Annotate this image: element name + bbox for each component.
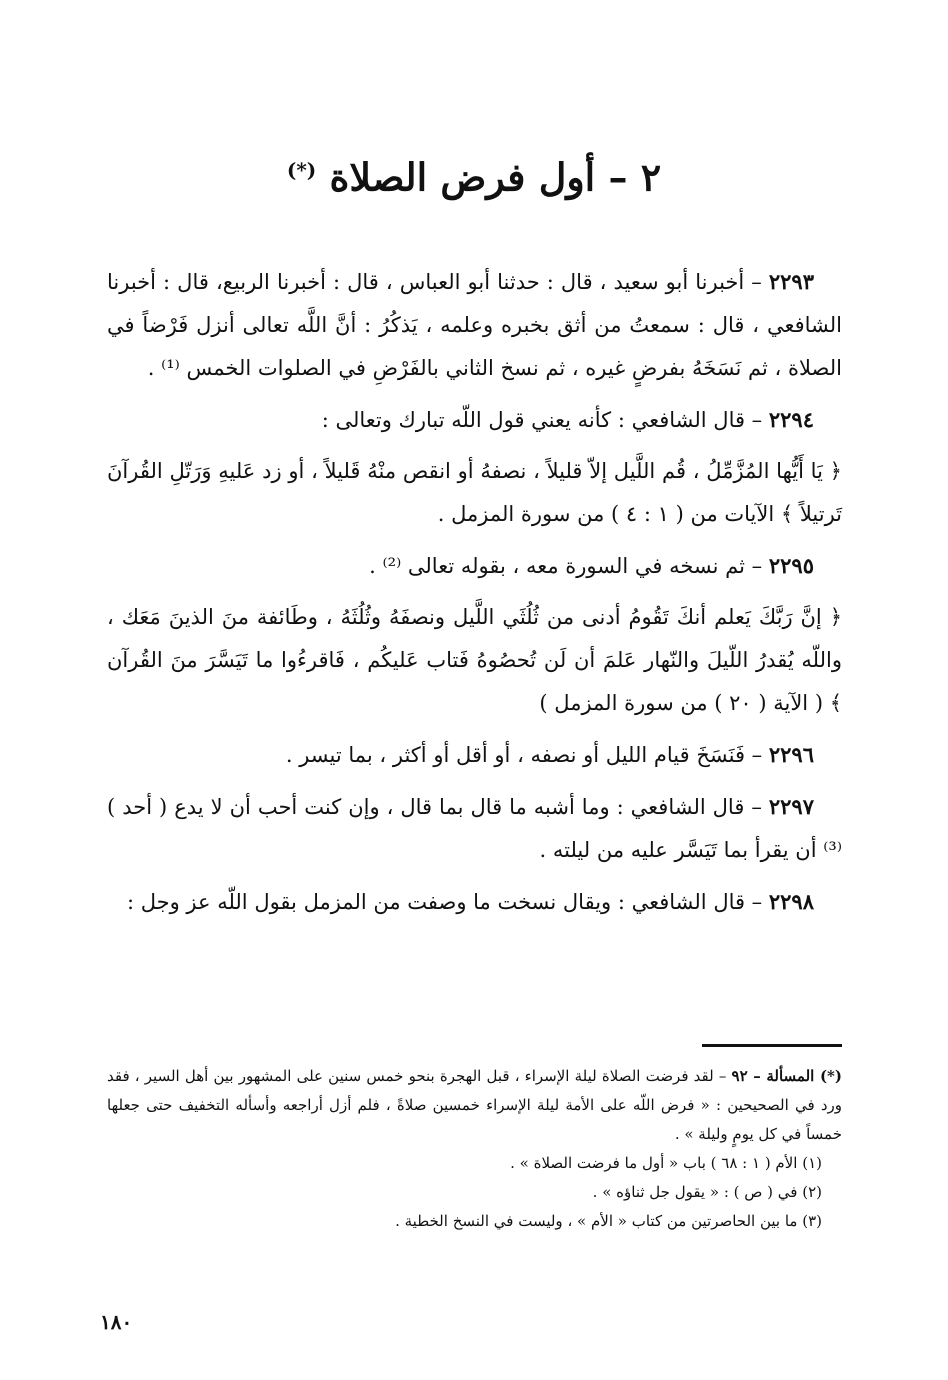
paragraph-text: – ثم نسخه في السورة معه ، بقوله تعالى ⁽²⁾ . (369, 554, 763, 578)
chapter-number: ٢ – (608, 154, 662, 200)
paragraph-2298 (107, 880, 842, 924)
quran-quote-2 (107, 596, 842, 725)
footnote-main-text: – لقد فرضت الصلاة ليلة الإسراء ، قبل الهجرة بنحو خمس سنين على المشهور بين أهل السير ، فقد ورد في الصحيحين : « فرض اللّه على الأمة ليلة الإسراء خمسين صلاةً ، فلم أزل أراجعه وأسأله التخفيف حتى جعلها خمساً في كل يومٍ وليلة » . (107, 1067, 842, 1143)
paragraph-text: – أخبرنا أبو سعيد ، قال : حدثنا أبو العباس ، قال : أخبرنا الربيع، قال : أخبرنا الشافعي ، قال : سمعتُ من أثق بخبره وعلمه ، يَذكُرُ : أنَّ اللَّه تعالى أنزل فَرْضاً في الصلاة ، ثم نَسَخَهُ بفرضٍ غيره ، ثم نسخ الثاني بالفَرْضِ في الصلوات الخمس ⁽¹⁾ . (107, 270, 842, 380)
quote-text: ﴿ إنَّ رَبَّكَ يَعلم أنكَ تَقُومُ أدنى من ثُلُثَي اللَّيل ونصفَهُ وثُلُثَهُ ، وطَائفة منَ الذينَ مَعَك ، واللّه يُقدرُ اللّيلَ والنّهار عَلمَ أن لَن تُحصُوهُ فَتاب عَليكُم ، فَاقرءُوا ما تَيَسَّرَ منَ القُرآن ﴾ ( الآية ( ٢٠ ) من سورة المزمل ) (107, 605, 842, 715)
paragraph-text: – قال الشافعي : كأنه يعني قول اللّه تبارك وتعالى : (321, 408, 763, 432)
paragraph-text: – فَنَسَخَ قيام الليل أو نصفه ، أو أقل أو أكثر ، بما تيسر . (285, 743, 763, 767)
paragraph-text: – قال الشافعي : ويقال نسخت ما وصفت من المزمل بقول اللّه عز وجل : (126, 890, 763, 914)
chapter-title: أول فرض الصلاة (329, 154, 596, 200)
paragraph-number: ٢٢٩٤ (768, 407, 814, 432)
footnote-main-lead: (*) المسألة – ٩٢ (731, 1067, 842, 1085)
main-text (107, 260, 842, 932)
paragraph-text: – قال الشافعي : وما أشبه ما قال بما قال ، وإن كنت أحب أن لا يدع ( أحد ) ⁽³⁾ أن يقرأ بما تَيَسَّر عليه من ليلته . (107, 795, 842, 862)
quran-quote-1 (107, 450, 842, 536)
footnote-2: (٢) في ( ص ) : « يقول جل ثناؤه » . (592, 1183, 822, 1201)
paragraph-number: ٢٢٩٥ (768, 553, 814, 578)
paragraph-number: ٢٢٩٣ (768, 269, 814, 294)
paragraph-2296 (107, 733, 842, 777)
footnotes (107, 1062, 842, 1236)
quote-text: ﴿ يَا أَيُّها المُزَّمِّلُ ، قُم اللَّيل إلاّ قليلاً ، نصفهُ أو انقص منْهُ قَليلاً ، أو زد عَليهِ وَرَتّلِ القُرآنَ تَرتيلاً ﴾ الآيات من ( ١ : ٤ ) من سورة المزمل . (107, 459, 842, 526)
paragraph-2297 (107, 785, 842, 872)
paragraph-2294 (107, 398, 842, 442)
paragraph-number: ٢٢٩٧ (768, 794, 814, 819)
footnote-main (107, 1062, 842, 1149)
chapter-footnote-marker: (*) (286, 158, 317, 182)
page-number: ١٨٠ (100, 1310, 133, 1334)
paragraph-number: ٢٢٩٨ (768, 889, 814, 914)
paragraph-2295 (107, 544, 842, 588)
footnote-1: (١) الأم ( ١ : ٦٨ ) باب « أول ما فرضت الصلاة » . (510, 1154, 822, 1172)
chapter-heading (0, 140, 948, 208)
footnote-3: (٣) ما بين الحاصرتين من كتاب « الأم » ، وليست في النسخ الخطية . (395, 1212, 822, 1230)
footnote-divider (702, 1044, 842, 1047)
paragraph-2293 (107, 260, 842, 390)
paragraph-number: ٢٢٩٦ (768, 742, 814, 767)
